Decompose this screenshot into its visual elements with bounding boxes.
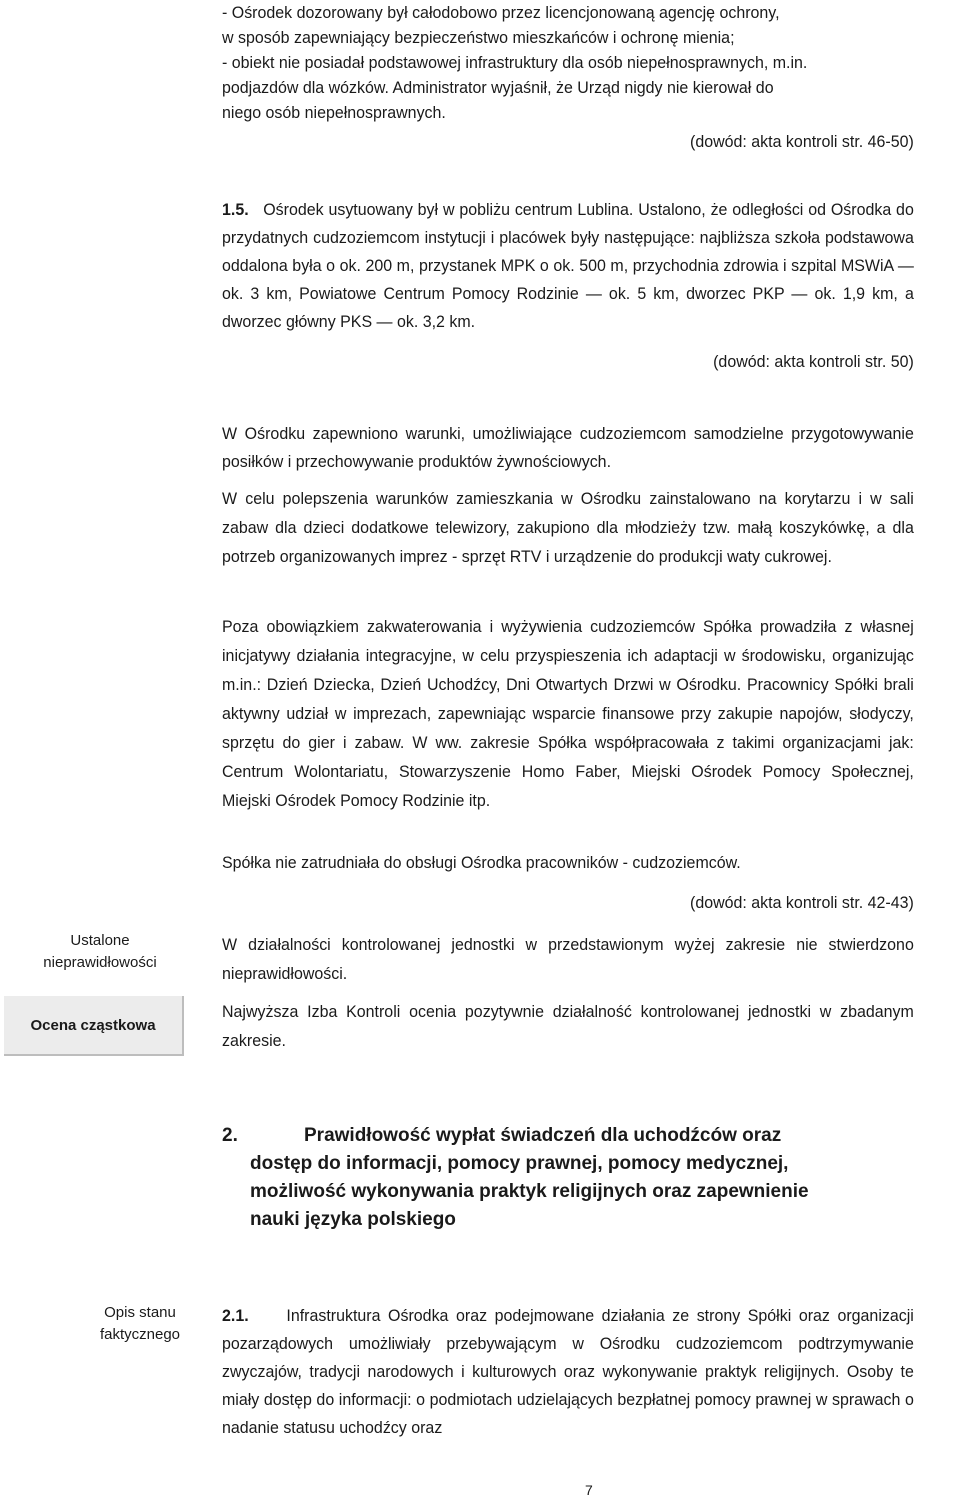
top-paragraph xyxy=(222,0,914,154)
text-line: w sposób zapewniający bezpieczeństwo mieszkańców i ochronę mienia; xyxy=(222,28,735,47)
heading-line: dostęp do informacji, pomocy prawnej, pomocy medycznej, xyxy=(250,1153,789,1174)
paragraph-text: Najwyższa Izba Kontroli ocenia pozytywnie działalność kontrolowanej jednostki w zbadanym zakresie. xyxy=(222,1002,914,1050)
proof-citation: (dowód: akta kontroli str. 42-43) xyxy=(690,893,914,912)
paragraph-text: W Ośrodku zapewniono warunki, umożliwiające cudzoziemcom samodzielne przygotowywanie posiłków i przechowywanie produktów żywnościowych. xyxy=(222,424,914,471)
paragraph-text: W celu polepszenia warunków zamieszkania w Ośrodku zainstalowano na korytarzu i w sali zabaw dla dzieci dodatkowe telewizory, zakupiono dla młodzieży tzw. małą koszykówkę, a dla potrzeb organizowanych imprez - sprzęt RTV i urządzenie do produkcji waty cukrowej. xyxy=(222,489,914,566)
section-text: Infrastruktura Ośrodka oraz podejmowane działania ze strony Spółki oraz organizacji pozarządowych umożliwiały przebywającym w Ośrodku cudzoziemcom podtrzymywanie zwyczajów, tradycji narodowych i kulturowych oraz wykonywanie praktyk religijnych. Osoby te miały dostęp do informacji: o podmiotach udzielających bezpłatnej pomocy prawnej w sprawach o nadanie statusu uchodźcy oraz xyxy=(222,1306,914,1437)
side-label-opis xyxy=(70,1302,210,1346)
text-line: - Ośrodek dozorowany był całodobowo przez licencjonowaną agencję ochrony, xyxy=(222,3,780,22)
paragraph-poza xyxy=(222,612,914,815)
section-text: Ośrodek usytuowany był w pobliżu centrum Lublina. Ustalono, że odległości od Ośrodka do przydatnych cudzoziemcom instytucji i placówek były następujące: najbliższa szkoła podstawowa oddalona była o ok. 200 m, przystanek MPK o ok. 500 m, przychodnia zdrowia i szpital MSWiA — ok. 3 km, Powiatowe Centrum Pomocy Rodzinie — ok. 5 km, dworzec PKP — ok. 1,9 km, a dworzec główny PKS — ok. 3,2 km. xyxy=(222,200,914,331)
side-label-line: nieprawidłowości xyxy=(43,954,157,971)
page-number: 7 xyxy=(585,1482,593,1498)
heading-line: możliwość wykonywania praktyk religijnych oraz zapewnienie xyxy=(250,1181,809,1202)
paragraph-nie-zatrudniala xyxy=(222,850,914,915)
section-1-5 xyxy=(222,196,914,376)
side-label-line: faktycznego xyxy=(99,1326,181,1343)
side-label-line: Opis stanu xyxy=(104,1304,176,1321)
section-number: 2.1. xyxy=(222,1306,249,1325)
side-label-ocena: Ocena cząstkowa xyxy=(4,996,184,1056)
section-number: 1.5. xyxy=(222,200,249,219)
paragraph-text: Spółka nie zatrudniała do obsługi Ośrodka pracowników - cudzoziemców. xyxy=(222,853,741,872)
paragraph-polepszenia xyxy=(222,484,914,571)
heading-number: 2. xyxy=(222,1125,238,1146)
proof-citation: (dowód: akta kontroli str. 50) xyxy=(713,352,914,371)
proof-citation: (dowód: akta kontroli str. 46-50) xyxy=(690,132,914,151)
heading-line: nauki języka polskiego xyxy=(250,1209,456,1230)
section-2-1 xyxy=(222,1302,914,1442)
side-label-ustalone xyxy=(0,930,200,974)
paragraph-text: Poza obowiązkiem zakwaterowania i wyżywienia cudzoziemców Spółka prowadziła z własnej inicjatywy działania integracyjne, w celu przyspieszenia ich adaptacji w środowisku, organizując m.in.: Dzień Dziecka, Dzień Uchodźcy, Dni Otwartych Drzwi w Ośrodku. Pracownicy Spółki brali aktywny udział w imprezach, zapewniając wsparcie finansowe przy zakupie napojów, słodyczy, sprzętu do gier i zabaw. W ww. zakresie Spółka współpracowała z takimi organizacjami jak: Centrum Wolontariatu, Stowarzyszenie Homo Faber, Miejski Ośrodek Pomocy Społecznej, Miejski Ośrodek Pomocy Rodzinie itp. xyxy=(222,617,914,810)
text-line: - obiekt nie posiadał podstawowej infrastruktury dla osób niepełnosprawnych, m.in. xyxy=(222,53,808,72)
text-line: niego osób niepełnosprawnych. xyxy=(222,103,446,122)
text-line: podjazdów dla wózków. Administrator wyjaśnił, że Urząd nigdy nie kierował do xyxy=(222,78,774,97)
paragraph-ocena xyxy=(222,997,914,1055)
paragraph-text: W działalności kontrolowanej jednostki w przedstawionym wyżej zakresie nie stwierdzono nieprawidłowości. xyxy=(222,935,914,983)
side-label-line: Ustalone xyxy=(70,932,130,949)
heading-line: Prawidłowość wypłat świadczeń dla uchodźców oraz xyxy=(304,1125,782,1146)
paragraph-warunki xyxy=(222,420,914,476)
paragraph-nieprawidlowosci xyxy=(222,930,914,988)
section-heading-2 xyxy=(222,1122,958,1234)
